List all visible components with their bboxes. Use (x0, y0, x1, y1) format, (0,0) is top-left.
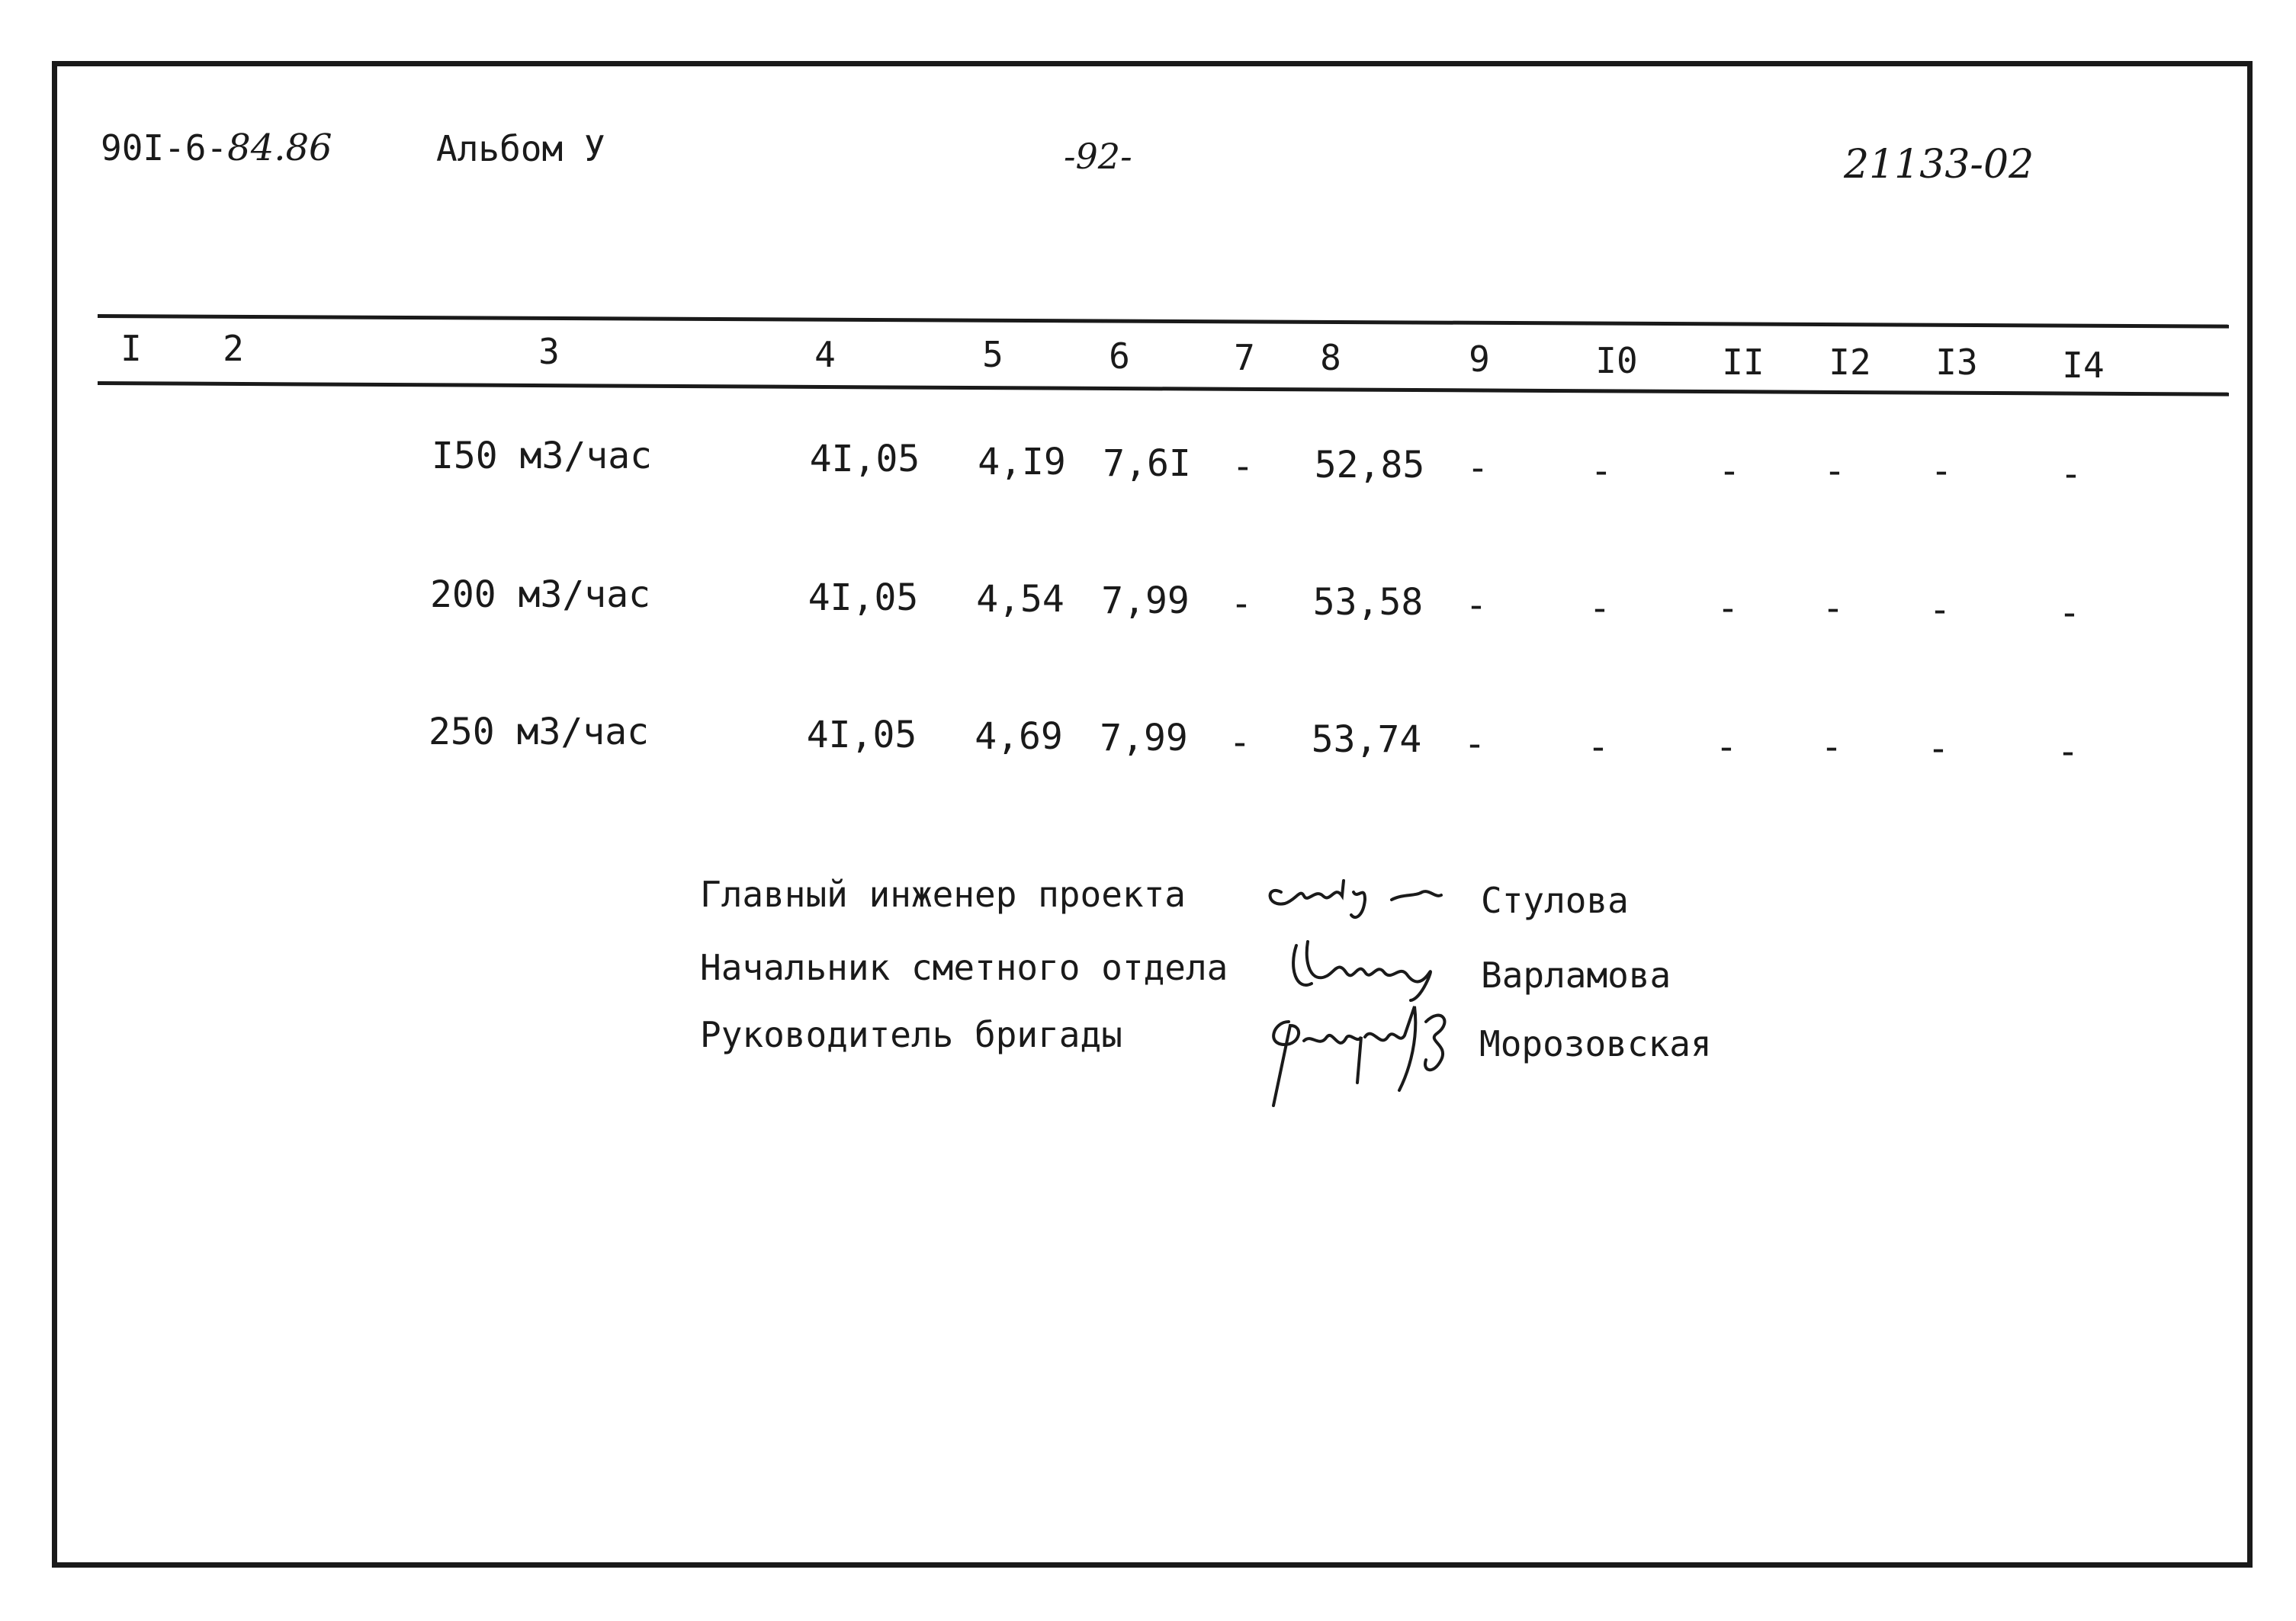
doc-code (101, 127, 332, 169)
table-cell: - (1588, 587, 1611, 630)
column-number: I3 (1935, 342, 1978, 383)
signature-title: Руководитель бригады (700, 1014, 1122, 1055)
doc-code-printed: 90I-6- (101, 127, 228, 169)
table-cell: 7,99 (1100, 717, 1188, 759)
table-cell: - (1230, 583, 1253, 625)
table-cell: - (1715, 726, 1738, 769)
table-cell: 4I,05 (809, 438, 920, 480)
project-code: 21133-02 (1844, 142, 2034, 188)
column-number: 8 (1320, 337, 1341, 378)
table-cell: 53,74 (1311, 718, 1422, 761)
page-number: -92- (1064, 136, 1132, 177)
table-cell: 4,69 (975, 715, 1063, 758)
column-number: 2 (223, 328, 244, 369)
table-cell: - (1718, 450, 1741, 493)
row-label: 200 м3/час (430, 573, 650, 616)
column-number: I4 (2062, 345, 2105, 386)
row-label: 250 м3/час (429, 711, 649, 753)
signature-title: Начальник сметного отдела (700, 947, 1228, 988)
table-cell: 4,54 (976, 578, 1065, 621)
table-cell: 4I,05 (806, 714, 917, 756)
table-cell: - (1930, 450, 1953, 493)
table-cell: 7,6I (1103, 442, 1191, 485)
row-label: I50 м3/час (432, 435, 652, 477)
page-frame (52, 61, 2253, 1568)
column-number: 3 (538, 331, 560, 372)
table-cell: - (1228, 721, 1251, 764)
column-number: I0 (1595, 340, 1638, 381)
table-cell: - (1466, 447, 1489, 490)
table-cell: - (1928, 589, 1951, 631)
column-number: 7 (1234, 337, 1255, 378)
column-number: 6 (1109, 335, 1130, 377)
table-cell: - (1463, 723, 1486, 766)
table-cell: - (1820, 726, 1843, 769)
signature-name: Стулова (1481, 880, 1629, 921)
signature-name: Варламова (1481, 955, 1671, 996)
column-number: I2 (1829, 342, 1871, 383)
table-cell: - (1822, 587, 1845, 630)
table-cell: - (1587, 726, 1610, 769)
column-number: 9 (1469, 339, 1490, 380)
table-cell: - (1716, 587, 1739, 630)
album-title: Альбом У (436, 128, 605, 169)
table-cell: 53,58 (1312, 581, 1424, 624)
table-cell: 4,I9 (978, 441, 1066, 483)
table-cell: - (1231, 445, 1254, 488)
column-number: 5 (982, 334, 1003, 375)
table-cell: 7,99 (1101, 579, 1190, 622)
signature-title: Главный инженер проекта (700, 874, 1186, 915)
column-number: I (120, 328, 142, 369)
column-number: 4 (814, 334, 836, 375)
table-cell: 52,85 (1314, 444, 1425, 486)
signature-name: Морозовская (1479, 1023, 1712, 1064)
table-cell: - (2057, 730, 2079, 773)
signature-scribble (1258, 862, 1464, 923)
signature-scribble (1243, 991, 1472, 1113)
table-cell: - (1590, 450, 1613, 493)
table-cell: 4I,05 (808, 576, 919, 619)
table-cell: - (1927, 727, 1950, 770)
doc-code-handwritten: 84.86 (227, 127, 332, 169)
table-cell: - (2058, 592, 2081, 634)
table-cell: - (1823, 450, 1846, 493)
column-number: II (1722, 342, 1765, 383)
table-cell: - (1465, 584, 1488, 627)
table-cell: - (2060, 453, 2082, 496)
